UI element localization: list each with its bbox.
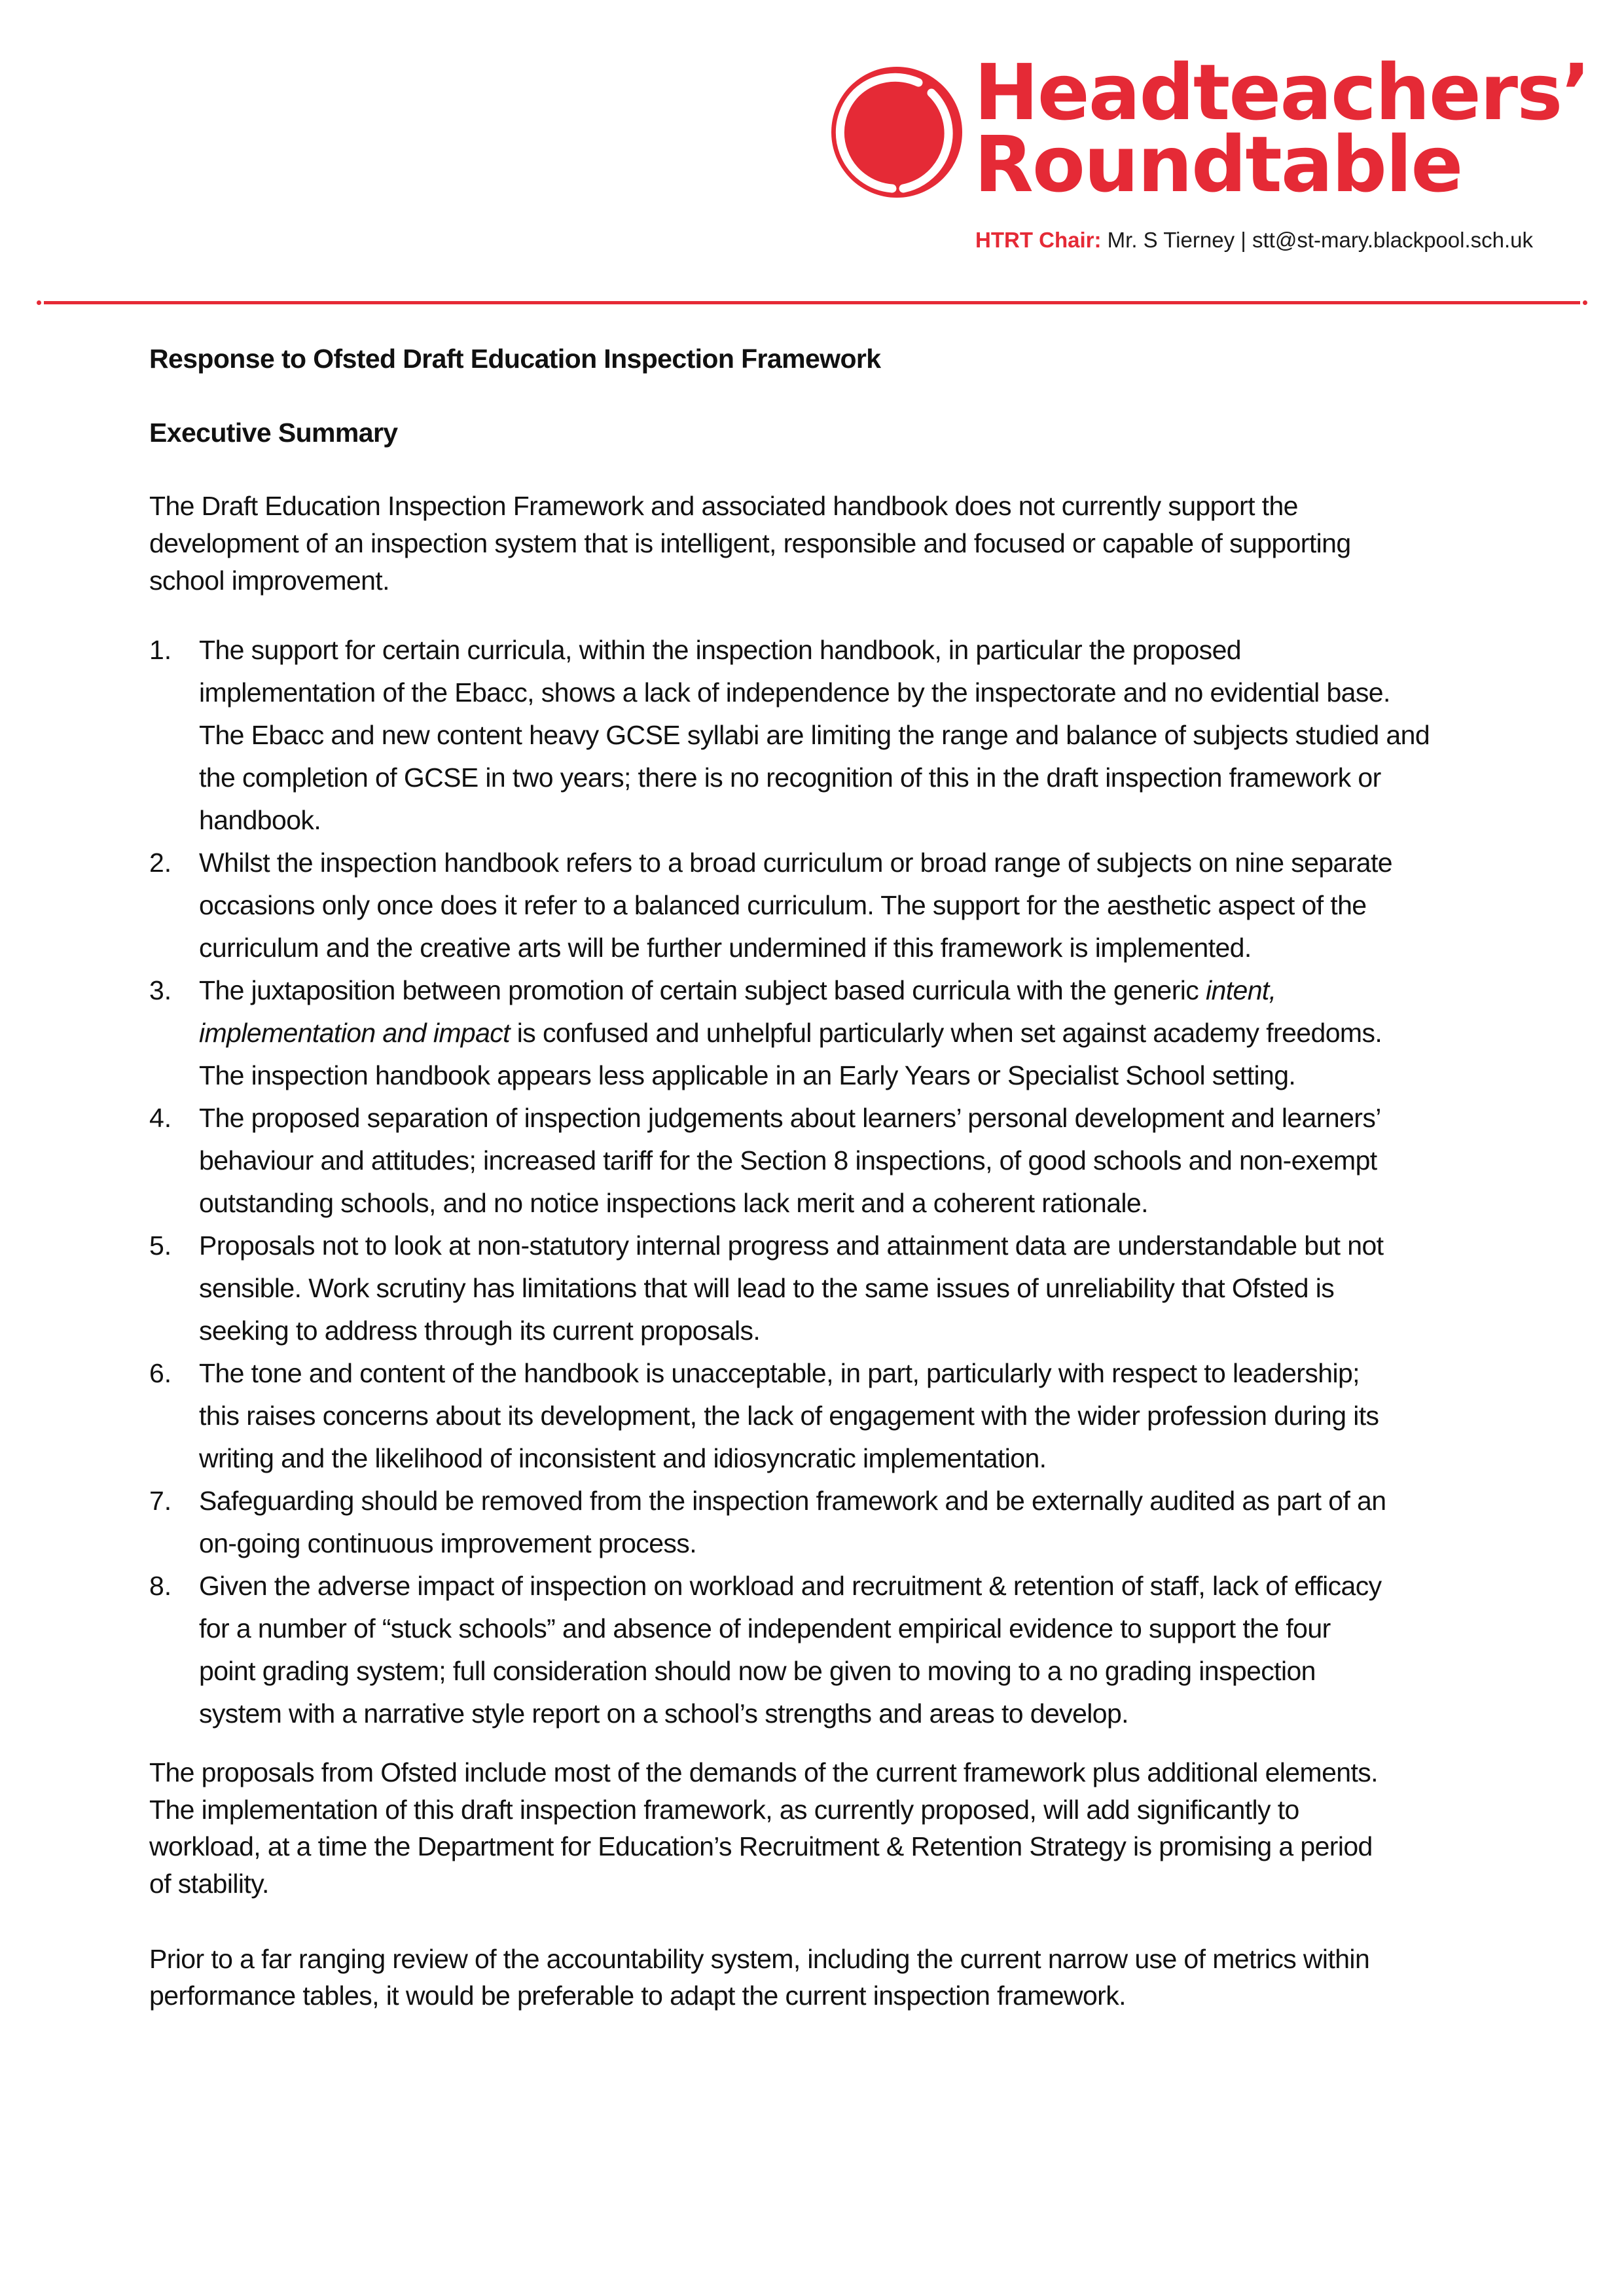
list-line	[199, 975, 1276, 1006]
list-line: The Ebacc and new content heavy GCSE syllabi are limiting the range and balance of subjects studied and	[199, 720, 1430, 750]
logo-roundtable-icon	[830, 65, 964, 199]
contact-name: Mr. S Tierney	[1107, 228, 1235, 252]
italic-term: intent,	[1205, 975, 1276, 1005]
list-number: 2.	[149, 848, 172, 878]
list-line: behaviour and attitudes; increased tariff for the Section 8 inspections, of good schools and non-exempt	[199, 1145, 1377, 1175]
list-number: 7.	[149, 1486, 172, 1516]
rule-dot-right	[1583, 300, 1587, 305]
document-title: Response to Ofsted Draft Education Inspection Framework	[149, 344, 881, 374]
list-line: on-going continuous improvement process.	[199, 1528, 696, 1558]
list-line: writing and the likelihood of inconsistent and idiosyncratic implementation.	[199, 1443, 1047, 1473]
intro-line: The Draft Education Inspection Framework and associated handbook does not currently support the	[149, 491, 1298, 521]
list-line-text: The juxtaposition between promotion of certain subject based curricula with the generic	[199, 975, 1206, 1005]
list-number: 8.	[149, 1571, 172, 1601]
paragraph-line: The implementation of this draft inspection framework, as currently proposed, will add significantly to	[149, 1795, 1299, 1825]
paragraph-line: The proposals from Ofsted include most of the demands of the current framework plus additional elements.	[149, 1757, 1378, 1787]
list-line: Given the adverse impact of inspection on workload and recruitment & retention of staff, lack of efficacy	[199, 1571, 1382, 1601]
contact-separator: |	[1240, 228, 1246, 252]
rule-dot-left	[37, 300, 41, 305]
list-line: implementation of the Ebacc, shows a lack of independence by the inspectorate and no evidential base.	[199, 677, 1390, 708]
logo-wordmark-line1: Headteachers’	[974, 47, 1590, 137]
paragraph-line: Prior to a far ranging review of the accountability system, including the current narrow use of metrics within	[149, 1944, 1370, 1974]
list-number: 6.	[149, 1358, 172, 1388]
list-line	[199, 1017, 1382, 1049]
list-number: 5.	[149, 1230, 172, 1261]
list-line: The proposed separation of inspection judgements about learners’ personal development and learners’	[199, 1103, 1381, 1133]
intro-line: development of an inspection system that is intelligent, responsible and focused or capable of supporting	[149, 528, 1351, 558]
contact-email: stt@st-mary.blackpool.sch.uk	[1252, 228, 1534, 252]
list-line: seeking to address through its current proposals.	[199, 1316, 761, 1346]
list-line: curriculum and the creative arts will be further undermined if this framework is implemented.	[199, 933, 1252, 963]
section-heading: Executive Summary	[149, 418, 398, 448]
list-number: 1.	[149, 635, 172, 665]
list-line: point grading system; full consideration should now be given to moving to a no grading inspection	[199, 1656, 1316, 1686]
list-line: system with a narrative style report on a school’s strengths and areas to develop.	[199, 1698, 1128, 1729]
italic-term: implementation and impact	[199, 1018, 510, 1048]
list-line: occasions only once does it refer to a balanced curriculum. The support for the aesthetic aspect of the	[199, 890, 1367, 920]
list-line: The support for certain curricula, within the inspection handbook, in particular the proposed	[199, 635, 1241, 665]
header-divider	[44, 301, 1580, 304]
contact-line	[975, 228, 1533, 253]
list-line: handbook.	[199, 805, 321, 835]
paragraph-line: performance tables, it would be preferable to adapt the current inspection framework.	[149, 1981, 1126, 2011]
list-line: Whilst the inspection handbook refers to a broad curriculum or broad range of subjects on nine separate	[199, 848, 1392, 878]
list-line: the completion of GCSE in two years; there is no recognition of this in the draft inspection framework or	[199, 762, 1381, 793]
list-line: The inspection handbook appears less applicable in an Early Years or Specialist School setting.	[199, 1060, 1296, 1090]
list-line: The tone and content of the handbook is unacceptable, in part, particularly with respect to leadership;	[199, 1358, 1360, 1388]
list-line: for a number of “stuck schools” and absence of independent empirical evidence to support the four	[199, 1613, 1331, 1643]
contact-label: HTRT Chair:	[975, 228, 1102, 252]
list-number: 4.	[149, 1103, 172, 1133]
list-line: Proposals not to look at non-statutory internal progress and attainment data are understandable but not	[199, 1230, 1384, 1261]
list-line: sensible. Work scrutiny has limitations that will lead to the same issues of unreliability that Ofsted is	[199, 1273, 1335, 1303]
logo-wordmark-line2: Roundtable	[974, 119, 1462, 209]
list-line: this raises concerns about its development, the lack of engagement with the wider profession during its	[199, 1401, 1379, 1431]
list-line: Safeguarding should be removed from the inspection framework and be externally audited as part of an	[199, 1486, 1386, 1516]
list-line: outstanding schools, and no notice inspections lack merit and a coherent rationale.	[199, 1188, 1148, 1218]
list-number: 3.	[149, 975, 172, 1005]
paragraph-line: workload, at a time the Department for Education’s Recruitment & Retention Strategy is promising a period	[149, 1831, 1373, 1861]
list-line-text: is confused and unhelpful particularly when set against academy freedoms.	[509, 1018, 1382, 1048]
intro-line: school improvement.	[149, 565, 389, 596]
paragraph-line: of stability.	[149, 1869, 269, 1899]
